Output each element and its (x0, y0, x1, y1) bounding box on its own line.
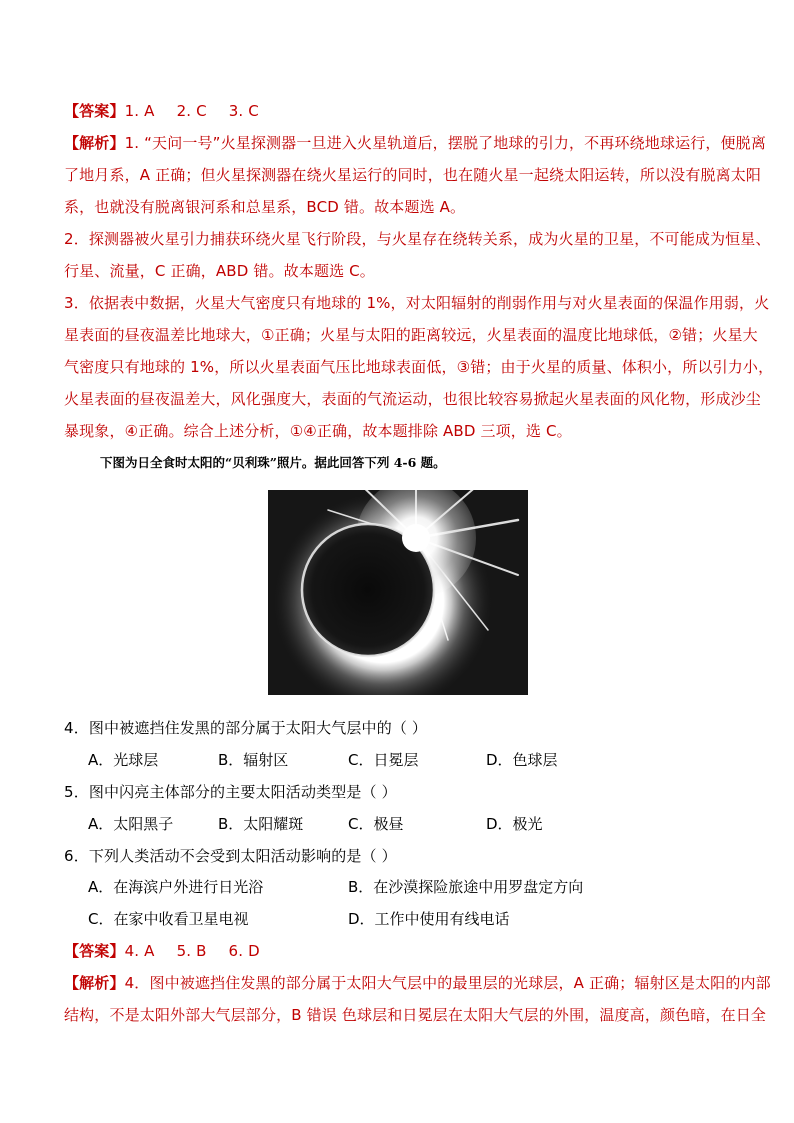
answer-tag: 【答案】 (64, 942, 125, 960)
option: C．极昼 (348, 815, 404, 833)
answer-item: 4. A (124, 942, 155, 960)
analysis-1-line: 3．依据表中数据，火星大气密度只有地球的 1%，对太阳辐射的削弱作用与对火星表面的保温作用弱，火 (64, 294, 770, 312)
analysis-1-line: 火星表面的昼夜温差大，风化强度大，表面的气流运动，也很比较容易掀起火星表面的风化物，形成沙尘 (64, 390, 761, 408)
option: B．辐射区 (218, 751, 289, 769)
answer-item: 6. D (228, 942, 260, 960)
analysis-1-line: 系，也就没有脱离银河系和总星系，BCD 错。故本题选 A。 (64, 198, 466, 216)
analysis-1-line: 2．探测器被火星引力捕获环绕火星飞行阶段，与火星存在绕转关系，成为火星的卫星，不可能成为恒星、 (64, 230, 771, 248)
answer-item: 3. C (228, 102, 259, 120)
analysis-1-line: 行星、流量，C 正确，ABD 错。故本题选 C。 (64, 262, 375, 280)
analysis-1-line: 气密度只有地球的 1%，所以火星表面气压比地球表面低，③错；由于火星的质量、体积小，所以引力小， (64, 358, 774, 376)
answer-item: 5. B (176, 942, 207, 960)
figure-caption: 下图为日全食时太阳的“贝利珠”照片。据此回答下列 4-6 题。 (100, 455, 446, 470)
answer-2 (64, 941, 744, 961)
analysis-1-line: 星表面的昼夜温差比地球大，①正确；火星与太阳的距离较远，火星表面的温度比地球低，②错；火星大 (64, 326, 758, 344)
option: B．太阳耀斑 (218, 815, 304, 833)
analysis-2-line: 结构，不是太阳外部大气层部分，B 错误 色球层和日冕层在太阳大气层的外围，温度高，颜色暗，在日全 (64, 1006, 767, 1024)
answer-item: 1. A (124, 102, 155, 120)
question-5-stem: 5．图中闪亮主体部分的主要太阳活动类型是（ ） (64, 783, 397, 801)
analysis-tag: 【解析】 (64, 974, 125, 992)
option: C．日冕层 (348, 751, 419, 769)
answer-1 (64, 101, 744, 121)
analysis-1-line (64, 133, 766, 153)
option: B．在沙漠探险旅途中用罗盘定方向 (348, 878, 584, 896)
option: D．极光 (486, 815, 543, 833)
option: D．工作中使用有线电话 (348, 910, 510, 928)
analysis-2-line (64, 973, 771, 993)
option: A．光球层 (88, 751, 159, 769)
question-6-stem: 6．下列人类活动不会受到太阳活动影响的是（ ） (64, 847, 397, 865)
analysis-text: 1. “天问一号”火星探测器一旦进入火星轨道后，摆脱了地球的引力，不再环绕地球运行，便脱离 (124, 134, 766, 152)
answer-tag: 【答案】 (64, 102, 125, 120)
analysis-1-line: 了地月系，A 正确；但火星探测器在绕火星运行的同时，也在随火星一起绕太阳运转，所以没有脱离太阳 (64, 166, 762, 184)
question-4-stem: 4．图中被遮挡住发黑的部分属于太阳大气层中的（ ） (64, 719, 428, 737)
analysis-tag: 【解析】 (64, 134, 125, 152)
answer-item: 2. C (176, 102, 207, 120)
option: C．在家中收看卫星电视 (88, 910, 249, 928)
option: A．在海滨户外进行日光浴 (88, 878, 264, 896)
analysis-1-line: 暴现象，④正确。综合上述分析，①④正确，故本题排除 ABD 三项，选 C。 (64, 422, 572, 440)
eclipse-photo (268, 490, 528, 695)
analysis-text: 4．图中被遮挡住发黑的部分属于太阳大气层中的最里层的光球层，A 正确；辐射区是太阳的内部 (124, 974, 771, 992)
option: D．色球层 (486, 751, 558, 769)
option: A．太阳黑子 (88, 815, 174, 833)
